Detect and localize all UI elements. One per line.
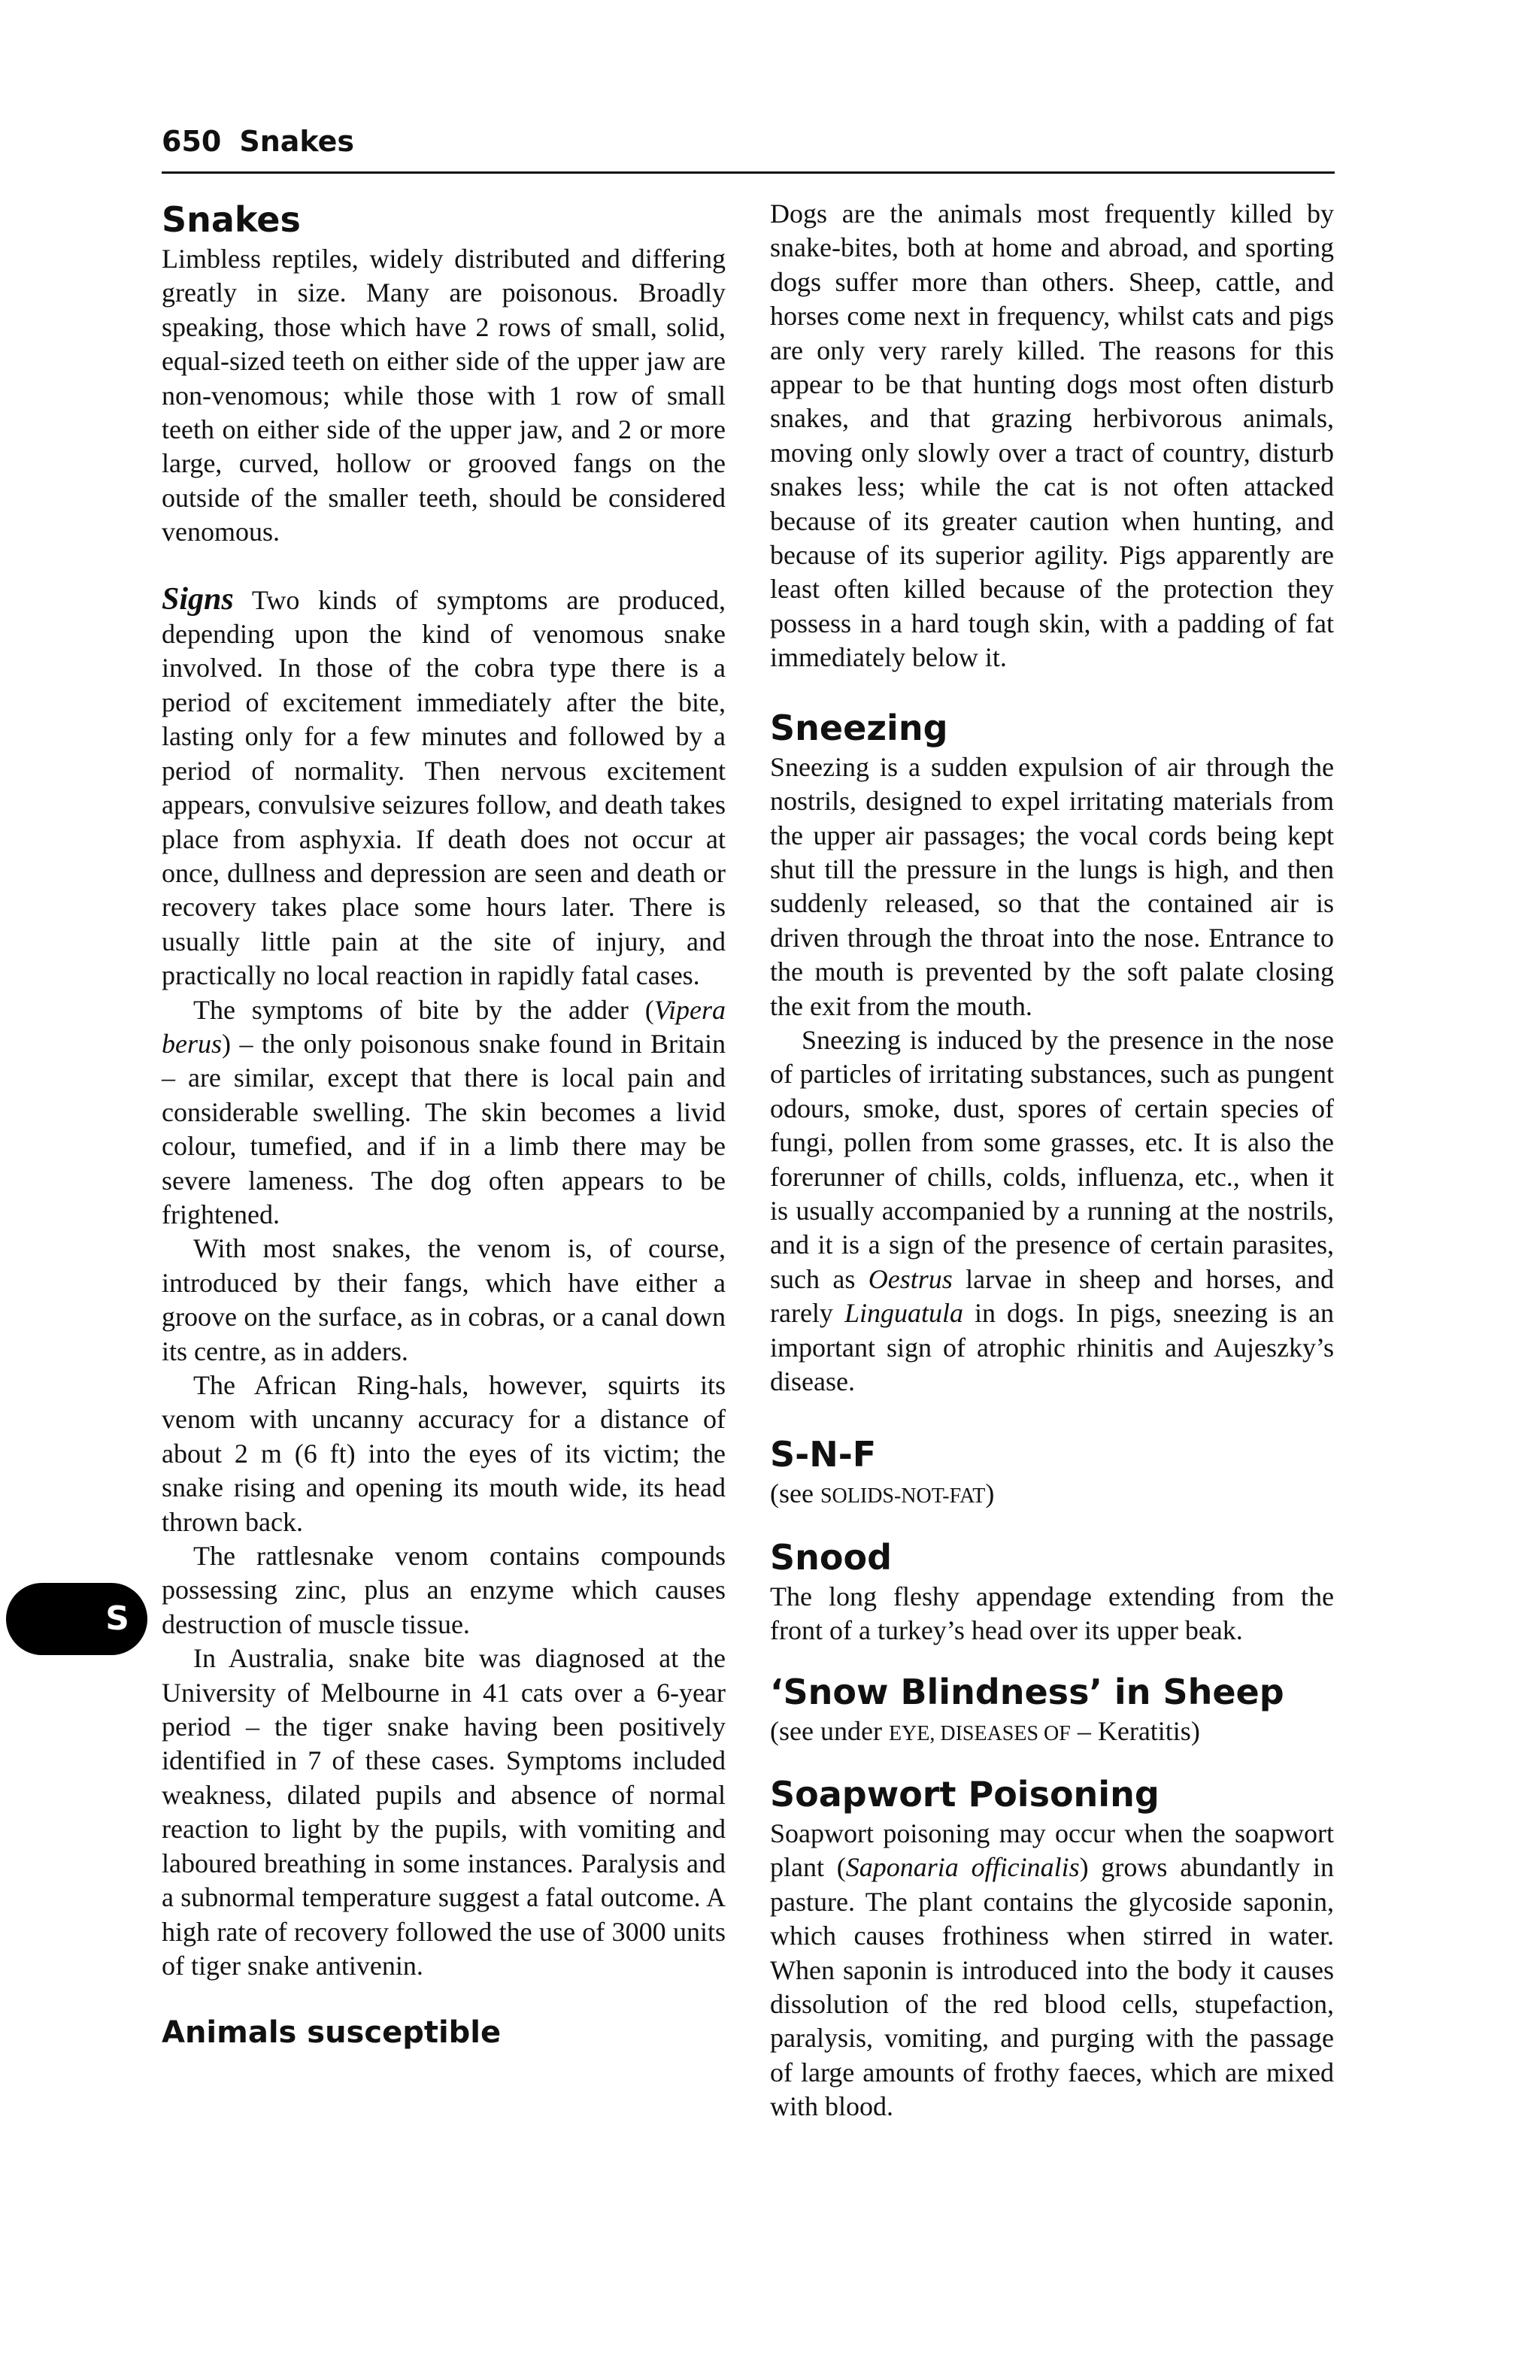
animals-susceptible-subheading: Animals susceptible xyxy=(162,2015,502,2051)
adder-species: Vipera berus xyxy=(162,994,726,1059)
signs-subheading: Signs xyxy=(162,581,234,617)
soapwort-text-a: Soapwort poisoning may occur when the soapwort plant ( xyxy=(770,1818,1334,1883)
signs-paragraph xyxy=(162,583,726,993)
adder-paragraph xyxy=(162,993,726,1232)
keratitis-label: Keratitis xyxy=(1097,1715,1191,1746)
entry-title-soapwort: Soapwort Poisoning xyxy=(770,1774,1160,1815)
linguatula-term: Linguatula xyxy=(844,1298,963,1329)
sneezing-text-a: Sneezing is induced by the presence in the nose of particles of irritating substances, such as pungent odours, smoke, dust, spores of certain species of fungi, pollen from some grasses, etc. It is also the forerunner of chills, colds, influenza, etc., when it is usually accompanied by a running at the nostrils, and it is a sign of the presence of certain parasites, such as xyxy=(770,1024,1334,1294)
sneezing-text-b: larvae in sheep and horses, and rarely xyxy=(770,1263,1334,1329)
soapwort-species: Saponaria officinalis xyxy=(845,1852,1080,1883)
alphabet-thumb-tab: S xyxy=(6,1583,147,1655)
adder-text-1: The symptoms of bite by the adder ( xyxy=(193,994,654,1025)
entry-title-snakes: Snakes xyxy=(162,199,301,240)
entry-title-sneezing: Sneezing xyxy=(770,707,948,748)
header-rule xyxy=(162,171,1335,174)
soapwort-text xyxy=(770,1817,1334,2124)
ringhals-paragraph: The African Ring-hals, however, squirts its venom with uncanny accuracy for a distance of about 2 m (6 ft) into the eyes of its victim; the snake rising and opening its mouth wide, its head thrown back. xyxy=(162,1370,726,1537)
see-under-label: see under xyxy=(779,1715,882,1746)
venom-paragraph: With most snakes, the venom is, of course, introduced by their fangs, which have either a groove on the surface, as in cobras, or a canal down its centre, as in adders. xyxy=(162,1233,726,1366)
snf-cross-reference: (see SOLIDS-NOT-FAT) xyxy=(770,1478,995,1509)
snf-target-link[interactable]: SOLIDS-NOT-FAT xyxy=(820,1484,986,1508)
adder-text-2: ) – the only poisonous snake found in Britain – are similar, except that there is local pain and considerable swelling. The skin becomes a livid colour, tumefied, and if in a limb there may be severe lameness. The dog often appears to be frightened. xyxy=(162,1028,726,1229)
soapwort-text-b: ) grows abundantly in pasture. The plant contains the glycoside saponin, which causes frothiness when stirred in water. When saponin is introduced into the body it causes dissolution of the red blood cells, stupefaction, paralysis, vomiting, and purging with the passage of large amounts of frothy faeces, which are mixed with blood. xyxy=(770,1852,1334,2122)
oestrus-term: Oestrus xyxy=(868,1263,953,1294)
see-label: see xyxy=(779,1478,814,1509)
running-head-section: Snakes xyxy=(239,125,355,158)
entry-title-snow-blindness: ‘Snow Blindness’ in Sheep xyxy=(770,1671,1284,1712)
australia-paragraph: In Australia, snake bite was diagnosed at the University of Melbourne in 41 cats over a 6-year period – the tiger snake having been positively identified in 7 of these cases. Symptoms included weakness, dilated pupils and absence of normal reaction to light by the pupils, with vomiting and laboured breathing in some instances. Paralysis and a subnormal temperature suggest a fatal outcome. A high rate of recovery followed the use of 3000 units of tiger snake antivenin. xyxy=(162,1643,726,1981)
sneezing-text-c: in dogs. In pigs, sneezing is an important sign of atrophic rhinitis and Aujeszky’s disease. xyxy=(770,1298,1335,1396)
dash: – xyxy=(1077,1715,1091,1746)
eye-diseases-link[interactable]: EYE, DISEASES OF xyxy=(888,1721,1071,1745)
entry-title-snf: S-N-F xyxy=(770,1434,877,1475)
right-column xyxy=(770,197,1334,2124)
signs-text: Two kinds of symptoms are produced, depending upon the kind of venomous snake involved. In those of the cobra type there is a period of excitement immediately after the bite, lasting only for a few minutes and followed by a period of normality. Then nervous excitement appears, convulsive seizures follow, and death takes place from asphyxia. If death does not occur at once, dullness and depression are seen and death or recovery takes place some hours later. There is usually little pain at the site of injury, and practically no local reaction in rapidly fatal cases. xyxy=(162,584,726,991)
snood-text: The long fleshy appendage extending from the front of a turkey’s head over its upper beak. xyxy=(770,1581,1334,1646)
rattlesnake-paragraph: The rattlesnake venom contains compounds possessing zinc, plus an enzyme which causes destruction of muscle tissue. xyxy=(162,1541,726,1639)
sneezing-paragraph-2 xyxy=(770,1023,1334,1399)
running-head xyxy=(162,125,1335,158)
continued-text-area xyxy=(770,197,1334,675)
snakes-intro: Limbless reptiles, widely distributed and differing greatly in size. Many are poisonous. Broadly speaking, those which have 2 rows of small, solid, equal-sized teeth on either side of the upper jaw are non-venomous; while those with 1 row of small teeth on either side of the upper jaw, and 2 or more large, curved, hollow or grooved fangs on the outside of the smaller teeth, should be considered venomous. xyxy=(162,244,726,547)
snow-blindness-cross-reference: (see under EYE, DISEASES OF – Keratitis) xyxy=(770,1715,1200,1746)
animals-susceptible-continued: Dogs are the animals most frequently killed by snake-bites, both at home and abroad, and sporting dogs suffer more than others. Sheep, cattle, and horses come next in frequency, whilst cats and pigs are only very rarely killed. The reasons for this appear to be that hunting dogs most often disturb snakes, and that grazing herbivorous animals, moving only slowly over a tract of country, disturb snakes less; while the cat is not often attacked because of its greater caution when hunting, and because of its superior agility. Pigs apparently are least often killed because of the protection they possess in a hard tough skin, with a padding of fat immediately below it. xyxy=(770,199,1334,673)
entry-title-snood: Snood xyxy=(770,1536,893,1578)
sneezing-paragraph-1: Sneezing is a sudden expulsion of air through the nostrils, designed to expel irritating materials from the upper air passages; the vocal cords being kept shut till the pressure in the lungs is high, and then suddenly released, so that the contained air is driven through the throat into the nose. Entrance to the mouth is prevented by the soft palate closing the exit from the mouth. xyxy=(770,751,1334,1021)
page-number: 650 xyxy=(162,125,222,158)
left-column xyxy=(162,197,726,2051)
animals-susceptible-paragraph xyxy=(162,2016,726,2051)
